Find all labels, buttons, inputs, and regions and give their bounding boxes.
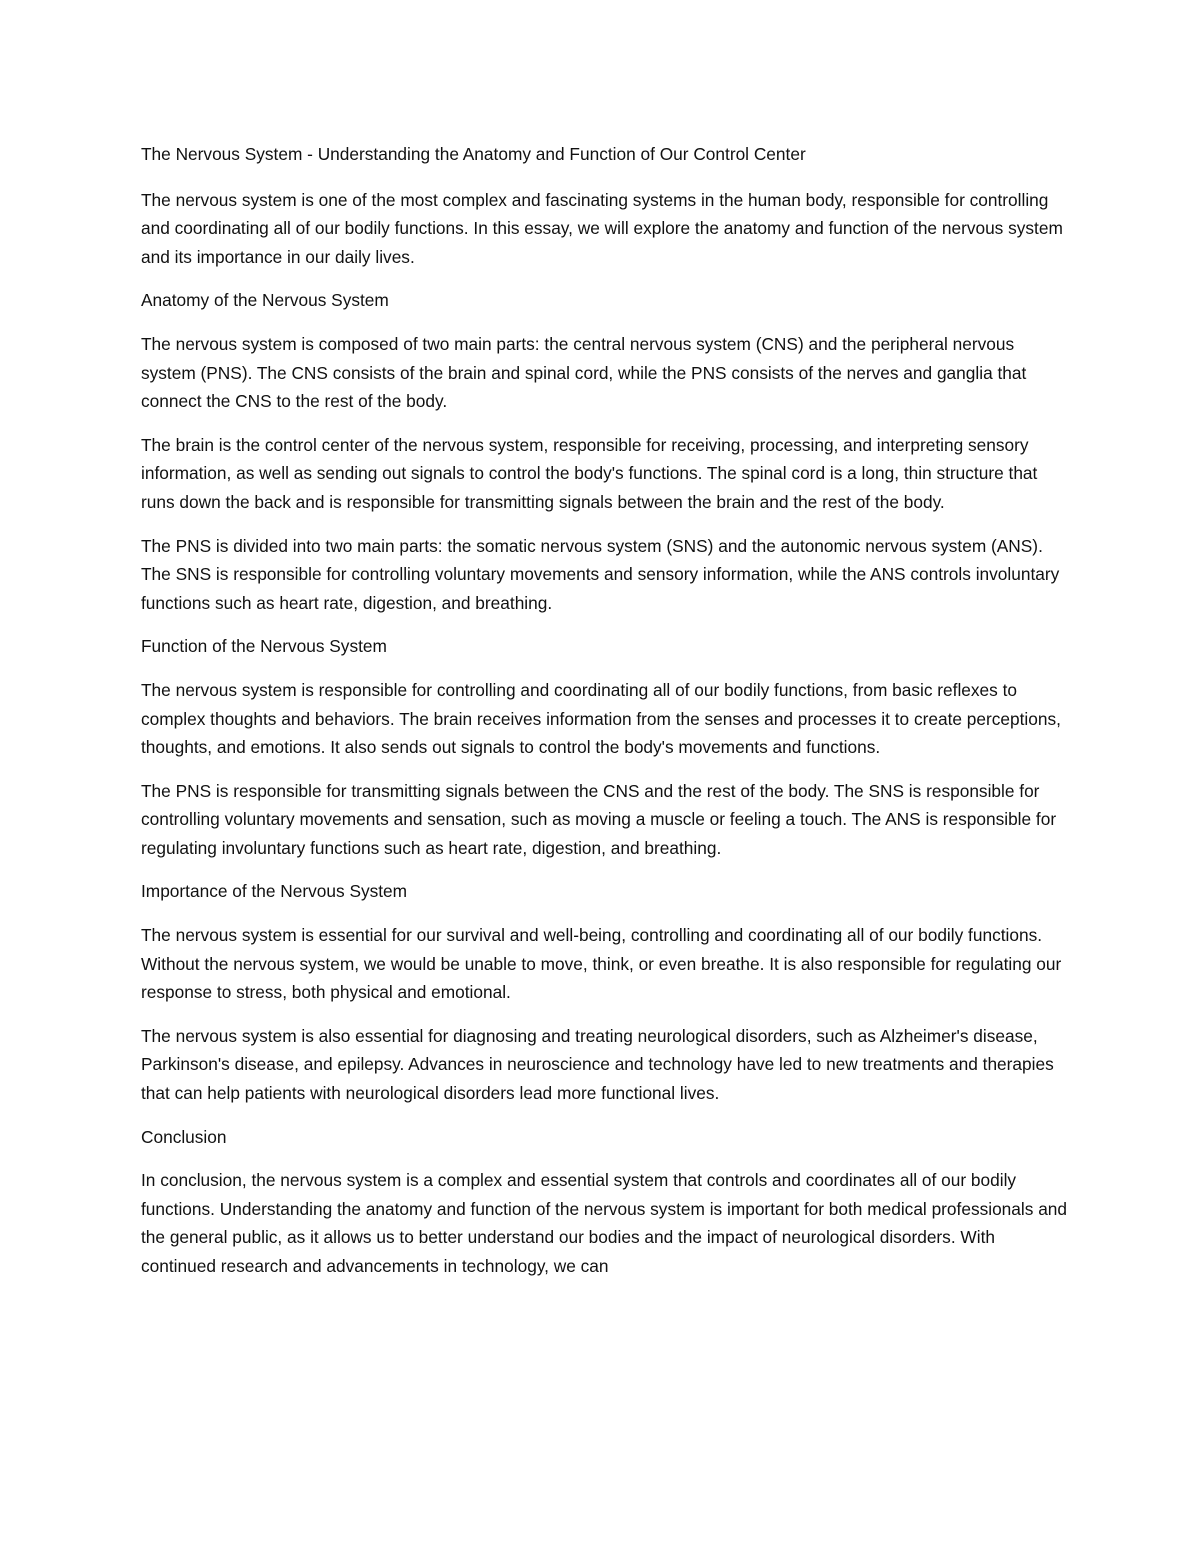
function-paragraph-1: The nervous system is responsible for controlling and coordinating all of our bodily functions, from basic reflexes to complex thoughts and behaviors. The brain receives information from the senses and processes it to create perceptions, thoughts, and emotions. It also sends out signals to control the body's movements and functions.: [141, 679, 1061, 758]
intro-paragraph: The nervous system is one of the most complex and fascinating systems in the human body, responsible for controlling and coordinating all of our bodily functions. In this essay, we will explore the anatomy and function of the nervous system and its importance in our daily lives.: [141, 189, 1063, 267]
importance-paragraph-1: The nervous system is essential for our survival and well-being, controlling and coordinating all of our bodily functions. Without the nervous system, we would be unable to move, think, or even breathe. It is also responsible for regulating our response to stress, both physical and emotional.: [141, 925, 1062, 1003]
anatomy-paragraph-3: The PNS is divided into two main parts: the somatic nervous system (SNS) and the autonomic nervous system (ANS). The SNS is responsible for controlling voluntary movements and sensory information, while the ANS controls involuntary functions such as heart rate, digestion, and breathing.: [141, 535, 1060, 613]
importance-paragraph-2: The nervous system is also essential for diagnosing and treating neurological disorders, such as Alzheimer's disease, Parkinson's disease, and epilepsy. Advances in neuroscience and technology have led to new treatments and therapies that can help patients with neurological disorders lead more functional lives.: [141, 1025, 1054, 1104]
anatomy-paragraph-2: The brain is the control center of the nervous system, responsible for receiving, processing, and interpreting sensory information, as well as sending out signals to control the body's functions. The spinal cord is a long, thin structure that runs down the back and is responsible for transmitting signals between the brain and the rest of the body.: [141, 434, 1038, 512]
section-heading-anatomy: Anatomy of the Nervous System: [141, 290, 389, 311]
function-paragraph-2: The PNS is responsible for transmitting signals between the CNS and the rest of the body. The SNS is responsible for controlling voluntary movements and sensation, such as moving a muscle or feeling a touch. The ANS is responsible for regulating involuntary functions such as heart rate, digestion, and breathing.: [141, 780, 1057, 858]
anatomy-paragraph-1: The nervous system is composed of two main parts: the central nervous system (CNS) and the peripheral nervous system (PNS). The CNS consists of the brain and spinal cord, while the PNS consists of the nerves and ganglia that connect the CNS to the rest of the body.: [141, 333, 1027, 412]
conclusion-paragraph-1: In conclusion, the nervous system is a complex and essential system that controls and coordinates all of our bodily functions. Understanding the anatomy and function of the nervous system is important for both medical professionals and the general public, as it allows us to better understand our bodies and the impact of neurological disorders. With continued research and advancements in technology, we can: [141, 1170, 1068, 1276]
document-title: The Nervous System - Understanding the Anatomy and Function of Our Control Center: [141, 144, 806, 164]
section-heading-conclusion: Conclusion: [141, 1126, 227, 1147]
section-heading-importance: Importance of the Nervous System: [141, 881, 408, 902]
section-heading-function: Function of the Nervous System: [141, 636, 387, 657]
